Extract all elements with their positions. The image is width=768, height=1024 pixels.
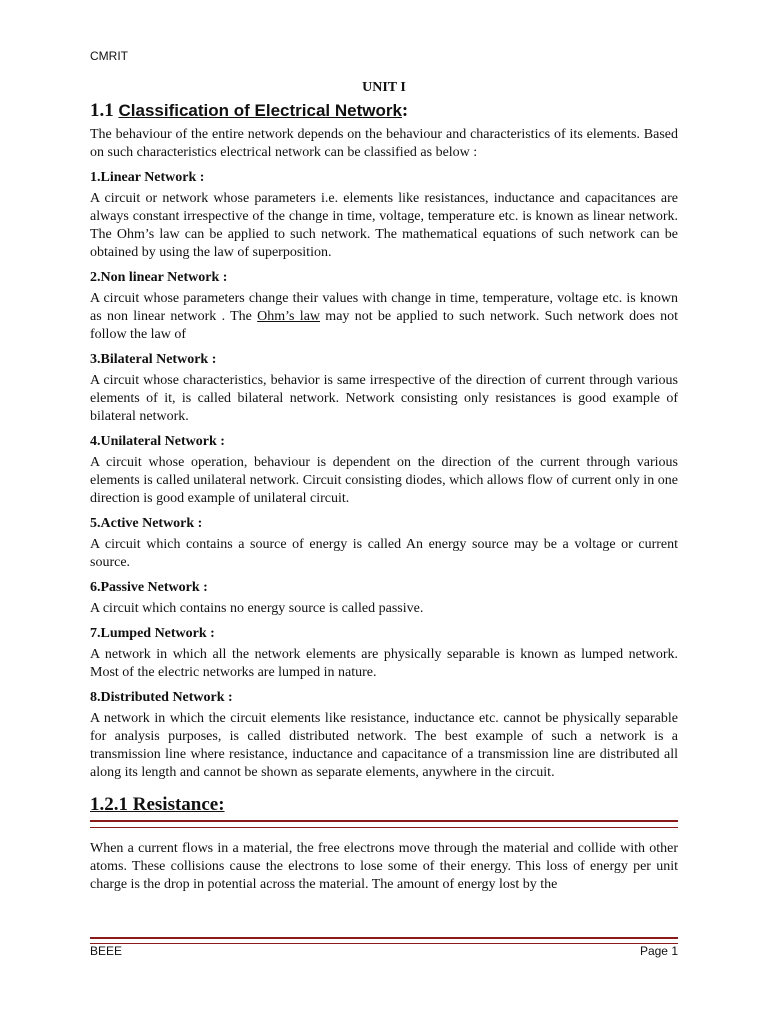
paragraph-linear: A circuit or network whose parameters i.e. elements like resistances, inductance and capacitances are always constant irrespective of the change in time, voltage, temperature etc. is known as linear network. The Ohm’s law can be applied to such network. The mathematical equations of such network can be obtained by using the law of superposition. (90, 191, 678, 260)
resistance-title: 1.2.1 Resistance: (90, 794, 225, 815)
page-number: Page 1 (639, 944, 678, 958)
ohms-law-link[interactable]: Ohm’s law (257, 309, 321, 324)
heading-distributed: 8.Distributed Network : (90, 690, 233, 705)
paragraph-active: A circuit which contains a source of energy is called An energy source may be a voltage or current source. (90, 537, 678, 570)
section-number: 1.1 (90, 100, 114, 121)
document-body (90, 80, 678, 894)
nonlinear-text-b: may not be applied to such network. Such network does not follow the law of (90, 309, 678, 342)
paragraph-unilateral: A circuit whose operation, behaviour is dependent on the direction of the current through various elements is called unilateral network. Circuit consisting diodes, which allows flow of current only in one direction is good example of unilateral circuit. (90, 455, 678, 506)
heading-passive: 6.Passive Network : (90, 580, 208, 595)
section-title-colon: : (401, 100, 409, 121)
section-title-text: Classification of Electrical Network (118, 101, 402, 120)
heading-lumped: 7.Lumped Network : (90, 626, 215, 641)
paragraph-resistance: When a current flows in a material, the free electrons move through the material and collide with other atoms. These collisions cause the electrons to lose some of their energy. This loss of energy per unit charge is the drop in potential across the material. The amount of energy lost by the (90, 841, 678, 892)
paragraph-nonlinear (90, 290, 678, 344)
nonlinear-text-a: A circuit whose parameters change their values with change in time, temperature, voltage etc. is known as non linear network . The (90, 291, 678, 324)
paragraph-distributed: A network in which the circuit elements like resistance, inductance etc. cannot be physically separable for analysis purposes, is called distributed network. The best example of such a network is a transmission line where resistance, inductance and capacitance of a transmission line are distributed all along its length and cannot be shown as separate elements, anywhere in the circuit. (90, 711, 678, 780)
section-title (90, 100, 678, 122)
paragraph-bilateral: A circuit whose characteristics, behavior is same irrespective of the direction of current through various elements of it, is called bilateral network. Network consisting only resistances is good example of bilateral network. (90, 373, 678, 424)
intro-paragraph: The behaviour of the entire network depends on the behaviour and characteristics of its elements. Based on such characteristics electrical network can be classified as below : (90, 127, 678, 160)
footer-divider (90, 937, 678, 944)
heading-linear: 1.Linear Network : (90, 170, 205, 185)
footer-course: BEEE (90, 944, 123, 958)
section-divider (90, 820, 678, 828)
paragraph-passive: A circuit which contains no energy source is called passive. (90, 601, 424, 616)
heading-unilateral: 4.Unilateral Network : (90, 434, 225, 449)
heading-bilateral: 3.Bilateral Network : (90, 352, 217, 367)
header-institution: CMRIT (90, 49, 128, 63)
unit-title: UNIT I (362, 80, 406, 95)
heading-active: 5.Active Network : (90, 516, 203, 531)
heading-nonlinear: 2.Non linear Network : (90, 270, 228, 285)
paragraph-lumped: A network in which all the network elements are physically separable is known as lumped network. Most of the electric networks are lumped in nature. (90, 647, 678, 680)
